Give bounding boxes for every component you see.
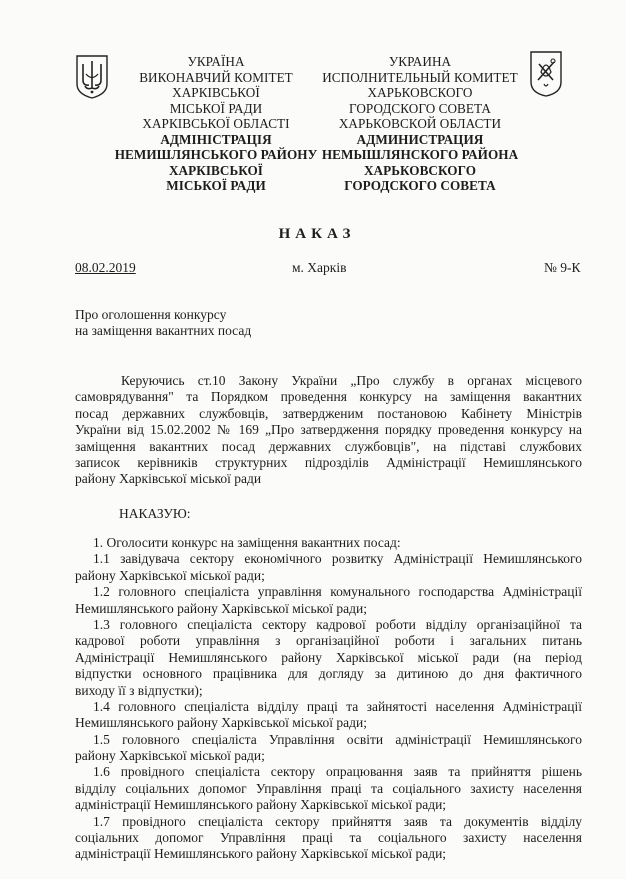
header-ua-line: МІСЬКОЇ РАДИ <box>169 100 263 116</box>
preamble-line: самоврядування" та Порядком проведення конкурсу на заміщення вакантних <box>75 389 582 405</box>
body-line: 1.4 головного спеціаліста відділу праці та зайнятості населення Адміністрації <box>93 698 582 714</box>
document-subject <box>75 307 251 340</box>
header-ukrainian <box>105 54 327 194</box>
body-line: 1.5 головного спеціаліста Управління освіти адміністрації Немишлянського <box>93 731 582 747</box>
header-ua-bold-line: АДМІНІСТРАЦІЯ <box>160 131 272 147</box>
body-line: соціальних допомог Управління праці та соціального захисту населення <box>75 830 582 846</box>
body-line: Немишлянського району Харківської міської ради; <box>75 715 368 731</box>
header-ru-bold-line: ХАРЬКОВСКОГО <box>363 162 477 178</box>
header-ua-line: ХАРКІВСЬКОЇ ОБЛАСТІ <box>142 116 290 131</box>
document-date: 08.02.2019 <box>75 260 136 275</box>
header-ru-line: ИСПОЛНИТЕЛЬНЫЙ КОМИТЕТ <box>322 69 518 85</box>
body-line: 1.3 головного спеціаліста сектору кадрової роботи відділу організаційної та <box>93 616 582 632</box>
body-line: району Харківської міської ради; <box>75 748 265 764</box>
body-line: адміністрації Немишлянського району Харківської міської ради; <box>75 846 447 862</box>
body-line: 1.7 провідного спеціаліста сектору прийняття заяв та документів відділу <box>93 813 582 829</box>
header-ru-line: ГОРОДСКОГО СОВЕТА <box>348 100 492 116</box>
order-body <box>75 535 582 863</box>
preamble-paragraph <box>75 373 582 488</box>
header-ua-line: ХАРКІВСЬКОЇ <box>172 85 260 100</box>
header-ua-line: ВИКОНАВЧИЙ КОМІТЕТ <box>139 69 293 85</box>
subject-line: Про оголошення конкурсу <box>75 307 227 322</box>
header-ru-bold-line: ГОРОДСКОГО СОВЕТА <box>344 178 496 193</box>
subject-line: на заміщення вакантних посад <box>75 323 252 339</box>
body-line: Немишлянського району Харківської міської ради; <box>75 600 368 616</box>
body-line: кадрової роботи управління з організаційної роботи і загальних питань <box>75 633 582 649</box>
body-line: виходу її з відпустки); <box>75 682 203 698</box>
preamble-line: посад державних службовців, затвердженим постановою Кабінету Міністрів <box>75 405 582 421</box>
preamble-line: Керуючись ст.10 Закону України „Про службу в органах місцевого <box>121 373 582 388</box>
body-line: відпустки основного працівника для догляду за дитиною до дня фактичного <box>75 666 582 682</box>
header-ru-bold-line: АДМИНИСТРАЦИЯ <box>356 131 484 147</box>
header-ru-line: ХАРЬКОВСКОЙ ОБЛАСТИ <box>338 116 502 131</box>
body-line: відділу соціальних допомог Управління праці та соціального захисту населення <box>75 780 582 796</box>
trident-coat-of-arms-icon <box>75 54 109 100</box>
body-line: 1.2 головного спеціаліста управління комунального господарства Адміністрації <box>93 584 582 600</box>
header-ua-bold-line: МІСЬКОЇ РАДИ <box>166 178 266 193</box>
preamble-line: заміщення вакантних посад державних службовців", на підставі службових <box>75 438 582 454</box>
header-ua-line: УКРАЇНА <box>187 54 245 69</box>
body-line: 1.1 завідувача сектору економічного розвитку Адміністрації Немишлянського <box>93 551 582 567</box>
header-ua-bold-line: ХАРКІВСЬКОЇ <box>168 162 263 178</box>
preamble-line: району Харківської міської ради <box>75 471 262 487</box>
body-line: 1.6 провідного спеціаліста сектору опрацювання заяв та прийняття рішень <box>93 764 582 780</box>
header-ru-line: ХАРЬКОВСКОГО <box>367 85 473 100</box>
body-line: району Харківської міської ради; <box>75 567 265 583</box>
header-ua-bold-line: НЕМИШЛЯНСЬКОГО РАЙОНУ <box>114 147 318 162</box>
document-title: НАКАЗ <box>278 226 356 242</box>
body-line: 1. Оголосити конкурс на заміщення вакантних посад: <box>93 535 401 550</box>
document-city: м. Харків <box>292 260 347 275</box>
order-heading: НАКАЗУЮ: <box>119 506 191 521</box>
header-russian <box>305 54 535 194</box>
header-ru-bold-line: НЕМЫШЛЯНСКОГО РАЙОНА <box>321 147 519 162</box>
document-number: № 9-К <box>544 260 581 275</box>
preamble-line: записок керівників структурних підрозділів Адміністрації Немишлянського <box>75 454 582 470</box>
body-line: Адміністрації Немишлянського району Харківської міської ради (на період <box>75 649 582 665</box>
preamble-line: України від 15.02.2002 № 169 „Про затвердження порядку проведення конкурсу на <box>75 422 582 438</box>
header-ru-line: УКРАИНА <box>388 54 452 69</box>
body-line: адміністрації Немишлянського району Харківської міської ради; <box>75 797 447 813</box>
